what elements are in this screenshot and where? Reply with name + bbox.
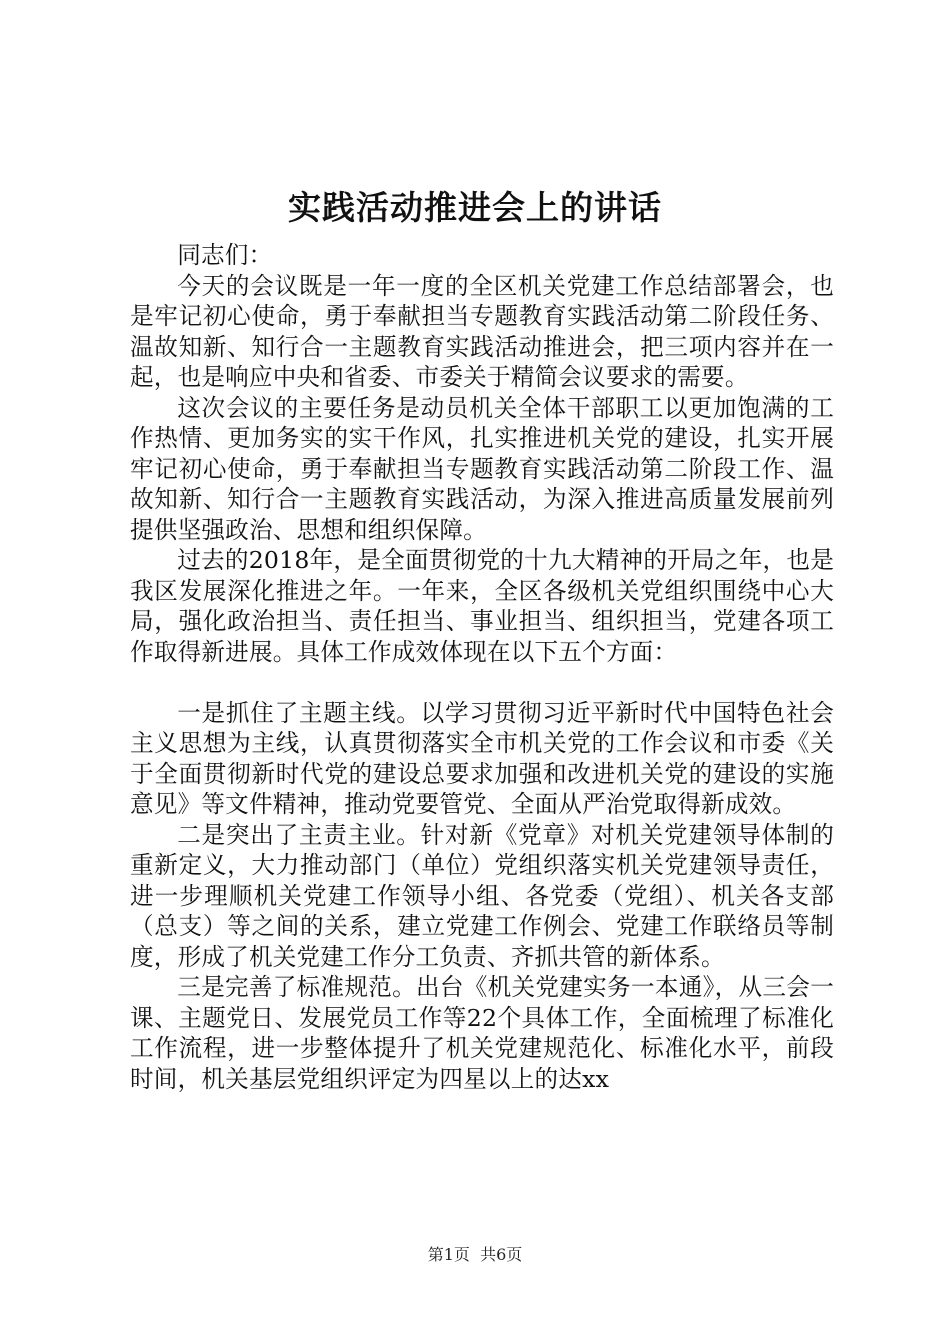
page-total: 共6页 xyxy=(480,1245,523,1264)
page-number: 第1页 xyxy=(427,1245,470,1264)
salutation: 同志们： xyxy=(177,241,273,269)
paragraph-5: 二是突出了主责主业。针对新《党章》对机关党建领导体制的重新定义，大力推动部门（单位）党组织落实机关党建领导责任，进一步理顺机关党建工作领导小组、各党委（党组）、机关各支部（总支）等之间的关系，建立党建工作例会、党建工作联络员等制度，形成了机关党建工作分工负责、齐抓共管的新体系。 xyxy=(130,820,834,971)
page-footer xyxy=(0,1245,950,1265)
paragraph-1: 今天的会议既是一年一度的全区机关党建工作总结部署会，也是牢记初心使命，勇于奉献担当专题教育实践活动第二阶段任务、温故知新、知行合一主题教育实践活动推进会，把三项内容并在一起，也是响应中央和省委、市委关于精简会议要求的需要。 xyxy=(130,271,834,391)
paragraph-4: 一是抓住了主题主线。以学习贯彻习近平新时代中国特色社会主义思想为主线，认真贯彻落实全市机关党的工作会议和市委《关于全面贯彻新时代党的建设总要求加强和改进机关党的建设的实施意见》等文件精神，推动党要管党、全面从严治党取得新成效。 xyxy=(130,698,834,818)
paragraph-3: 过去的2018年，是全面贯彻党的十九大精神的开局之年，也是我区发展深化推进之年。一年来，全区各级机关党组织围绕中心大局，强化政治担当、责任担当、事业担当、组织担当，党建各项工作取得新进展。具体工作成效体现在以下五个方面： xyxy=(130,546,834,666)
document-body xyxy=(130,240,834,1094)
paragraph-2: 这次会议的主要任务是动员机关全体干部职工以更加饱满的工作热情、更加务实的实干作风，扎实推进机关党的建设，扎实开展牢记初心使命，勇于奉献担当专题教育实践活动第二阶段工作、温故知新、知行合一主题教育实践活动，为深入推进高质量发展前列提供坚强政治、思想和组织保障。 xyxy=(130,393,834,544)
paragraph-spacer xyxy=(130,667,834,698)
paragraph-6: 三是完善了标准规范。出台《机关党建实务一本通》，从三会一课、主题党日、发展党员工作等22个具体工作，全面梳理了标准化工作流程，进一步整体提升了机关党建规范化、标准化水平，前段时间，机关基层党组织评定为四星以上的达xx xyxy=(130,973,834,1093)
document-title: 实践活动推进会上的讲话 xyxy=(288,188,662,227)
